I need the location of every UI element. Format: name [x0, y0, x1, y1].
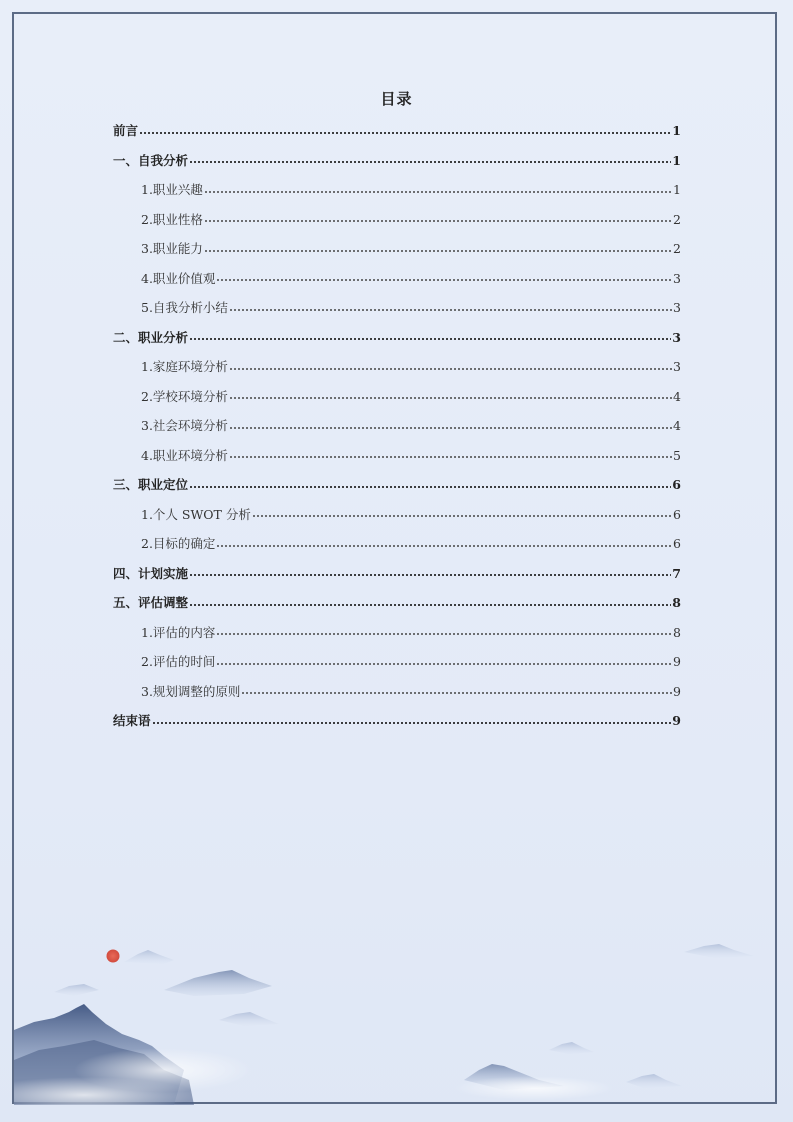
right-mountain [684, 944, 754, 958]
toc-leader-dots [189, 604, 671, 606]
toc-leader-dots [241, 692, 672, 694]
toc-entry-label: 3.社会环境分析 [141, 418, 228, 433]
toc-entry-page-number: 6 [672, 477, 681, 492]
toc-entry-label: 三、职业定位 [113, 477, 189, 492]
toc-entry-page-number: 4 [673, 388, 681, 404]
toc-entry-page-number: 9 [673, 654, 681, 669]
toc-entry-page-number: 9 [673, 683, 681, 699]
toc-entry-label: 4.职业价值观 [141, 270, 216, 286]
toc-entry-label: 2.学校环境分析 [141, 388, 228, 404]
toc-entry-label: 一、自我分析 [113, 152, 189, 168]
toc-entry-page-number: 8 [672, 595, 681, 610]
toc-entry-page-number: 1 [673, 182, 681, 197]
toc-entry-section[interactable] [113, 677, 681, 707]
toc-leader-dots [229, 397, 672, 399]
toc-entry-chapter[interactable] [113, 323, 681, 353]
toc-entry-page-number: 4 [673, 418, 681, 433]
toc-entry-chapter[interactable] [113, 706, 681, 736]
toc-entry-label: 4.职业环境分析 [141, 447, 228, 463]
toc-entry-page-number: 1 [672, 123, 681, 138]
toc-entry-page-number: 8 [673, 624, 681, 640]
toc-entry-label: 前言 [113, 123, 139, 138]
toc-entry-section[interactable] [113, 441, 681, 471]
toc-leader-dots [216, 279, 672, 281]
toc-leader-dots [189, 338, 671, 340]
toc-leader-dots [189, 161, 671, 163]
toc-leader-dots [139, 132, 671, 134]
toc-entry-section[interactable] [113, 411, 681, 441]
toc-entry-page-number: 9 [672, 713, 681, 728]
toc-leader-dots [216, 663, 672, 665]
toc-entry-section[interactable] [113, 500, 681, 530]
toc-leader-dots [204, 220, 672, 222]
toc-entry-section[interactable] [113, 529, 681, 559]
toc-entry-section[interactable] [113, 175, 681, 205]
toc-entry-page-number: 2 [673, 241, 681, 256]
toc-entry-label: 四、计划实施 [113, 565, 189, 581]
toc-entry-chapter[interactable] [113, 146, 681, 176]
toc-entry-section[interactable] [113, 618, 681, 648]
toc-entry-page-number: 1 [672, 152, 681, 168]
toc-entry-page-number: 3 [673, 270, 681, 286]
toc-title: 目录 [380, 90, 413, 108]
toc-entry-section[interactable] [113, 205, 681, 235]
toc-entry-section[interactable] [113, 382, 681, 412]
toc-entry-chapter[interactable] [113, 559, 681, 589]
toc-entry-section[interactable] [113, 647, 681, 677]
toc-entry-chapter[interactable] [113, 470, 681, 500]
right-mountain [549, 1042, 594, 1054]
toc-entry-section[interactable] [113, 234, 681, 264]
toc-entry-section[interactable] [113, 352, 681, 382]
far-mountain [164, 970, 272, 996]
toc-entry-page-number: 5 [673, 447, 681, 463]
toc-entry-section[interactable] [113, 264, 681, 294]
toc-leader-dots [152, 722, 672, 724]
red-sun-icon [107, 950, 120, 963]
toc-entry-label: 2.目标的确定 [141, 536, 216, 551]
toc-entry-label: 3.职业能力 [141, 241, 203, 256]
toc-leader-dots [229, 456, 672, 458]
toc-entry-label: 1.个人 SWOT 分析 [141, 506, 251, 522]
toc-leader-dots [216, 633, 672, 635]
toc-entry-page-number: 3 [673, 300, 681, 315]
toc-entry-label: 1.评估的内容 [141, 624, 216, 640]
toc-entry-label: 2.职业性格 [141, 211, 203, 227]
far-mountain [219, 1012, 279, 1026]
toc-entry-chapter[interactable] [113, 116, 681, 146]
right-mountain [626, 1074, 682, 1088]
toc-entry-page-number: 7 [672, 565, 681, 581]
toc-entry-section[interactable] [113, 293, 681, 323]
toc-entry-label: 二、职业分析 [113, 329, 189, 345]
toc-entry-label: 结束语 [113, 713, 151, 728]
toc-entry-label: 3.规划调整的原则 [141, 683, 241, 699]
toc-entry-page-number: 3 [672, 329, 681, 345]
toc-leader-dots [216, 545, 672, 547]
toc-entry-label: 2.评估的时间 [141, 654, 216, 669]
toc-leader-dots [229, 427, 672, 429]
toc-leader-dots [252, 515, 672, 517]
far-mountain [124, 950, 174, 964]
toc-leader-dots [204, 191, 672, 193]
toc-entry-page-number: 6 [673, 506, 681, 522]
toc-entry-label: 5.自我分析小结 [141, 300, 228, 315]
table-of-contents [113, 116, 681, 736]
ink-landscape-illustration [14, 920, 779, 1105]
toc-leader-dots [189, 574, 671, 576]
toc-leader-dots [189, 486, 671, 488]
toc-leader-dots [204, 250, 672, 252]
toc-entry-page-number: 2 [673, 211, 681, 227]
toc-entry-page-number: 6 [673, 536, 681, 551]
far-mountain [54, 984, 99, 996]
toc-entry-chapter[interactable] [113, 588, 681, 618]
toc-leader-dots [229, 309, 672, 311]
toc-entry-label: 1.家庭环境分析 [141, 359, 228, 374]
toc-entry-label: 1.职业兴趣 [141, 182, 203, 197]
toc-entry-page-number: 3 [673, 359, 681, 374]
toc-entry-label: 五、评估调整 [113, 595, 189, 610]
toc-leader-dots [229, 368, 672, 370]
